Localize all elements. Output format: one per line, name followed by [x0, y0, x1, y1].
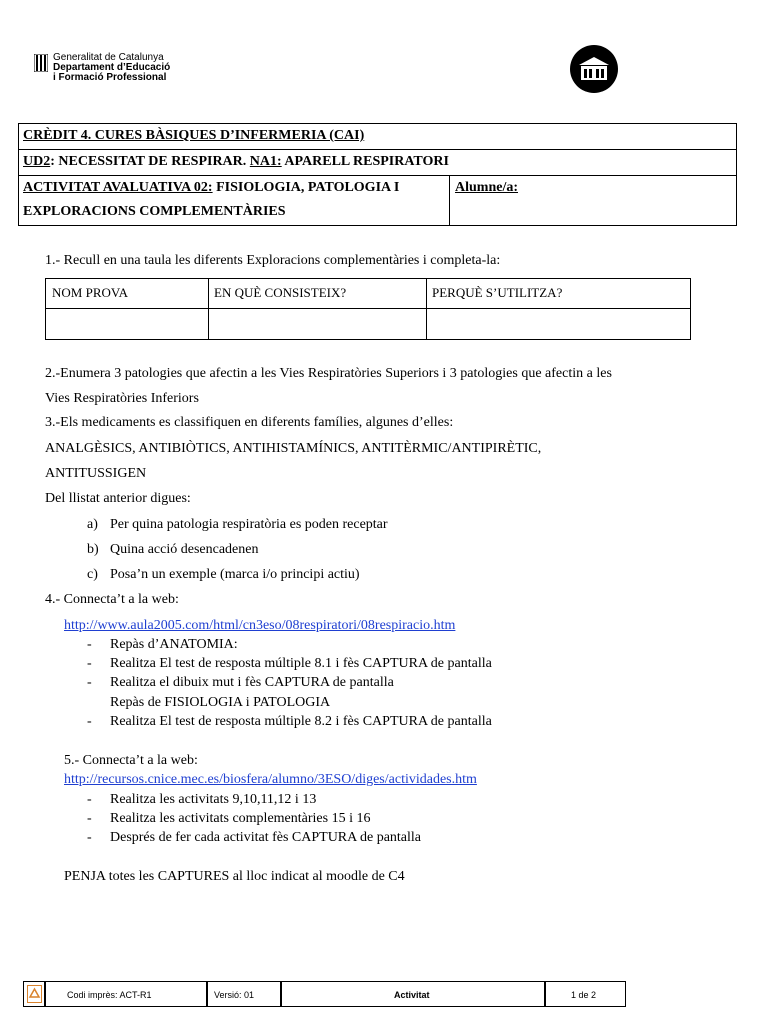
list-item-b: Quina acció desencadenen [110, 542, 259, 557]
aula2005-link[interactable]: http://www.aula2005.com/html/cn3eso/08respiratori/08respiracio.htm [64, 618, 456, 633]
generalitat-logo-icon [34, 54, 48, 72]
list-marker-a: a) [87, 517, 98, 532]
gen-line-1: Generalitat de Catalunya [53, 52, 164, 63]
page-footer [23, 981, 626, 1007]
footer-logo-cell [23, 981, 45, 1007]
column-en-que-consisteix: EN QUÈ CONSISTEIX? [214, 285, 347, 300]
answer-cell-2[interactable] [212, 311, 422, 337]
footer-type: Activitat [394, 990, 430, 1000]
q5-item-2: Realitza les activitats complementàries 15 i 16 [110, 811, 371, 826]
bullet: - [87, 830, 92, 845]
q4-item-1: Repàs d’ANATOMIA: [110, 637, 238, 652]
list-item-c: Posa’n un exemple (marca i/o principi actiu) [110, 567, 360, 582]
question-3-prompt: Del llistat anterior digues: [45, 491, 191, 506]
activity-title-line2: EXPLORACIONS COMPLEMENTÀRIES [23, 204, 286, 219]
generalitat-heading [53, 53, 170, 83]
bullet: - [87, 637, 92, 652]
question-3-families-cont: ANTITUSSIGEN [45, 466, 147, 481]
list-marker-b: b) [87, 542, 99, 557]
q4-item-2: Realitza El test de resposta múltiple 8.1 i fès CAPTURA de pantalla [110, 656, 492, 671]
q5-item-1: Realitza les activitats 9,10,11,12 i 13 [110, 792, 317, 807]
footer-logo-icon [27, 985, 42, 1003]
footer-page: 1 de 2 [571, 990, 597, 1000]
footer-type-cell [281, 981, 545, 1007]
question-3-families: ANALGÈSICS, ANTIBIÒTICS, ANTIHISTAMÍNICS, ANTITÈRMIC/ANTIPIRÈTIC, [45, 441, 542, 456]
footer-page-cell [545, 981, 626, 1007]
bullet: - [87, 675, 92, 690]
question-2-line-1: 2.-Enumera 3 patologies que afectin a les Vies Respiratòries Superiors i 3 patologies que afectin a les [45, 366, 612, 381]
answer-cell-3[interactable] [430, 311, 688, 337]
gen-line-2: Departament d’Educació [53, 62, 171, 73]
q4-item-3: Realitza el dibuix mut i fès CAPTURA de pantalla [110, 675, 394, 690]
activity-title: ACTIVITAT AVALUATIVA 02: FISIOLOGIA, PATOLOGIA I [23, 180, 400, 195]
column-nom-prova: NOM PROVA [52, 285, 128, 300]
gen-line-3: i Formació Professional [53, 72, 167, 83]
question-1: 1.- Recull en una taula les diferents Exploracions complementàries i completa-la: [45, 253, 501, 268]
q4-subheading: Repàs de FISIOLOGIA i PATOLOGIA [110, 695, 331, 710]
unit-line: UD2: NECESSITAT DE RESPIRAR. NA1: APARELL RESPIRATORI [23, 154, 449, 169]
list-item-a: Per quina patologia respiratòria es poden receptar [110, 517, 388, 532]
bullet: - [87, 656, 92, 671]
list-marker-c: c) [87, 567, 98, 582]
bullet: - [87, 792, 92, 807]
course-header-table [18, 123, 737, 226]
footer-code-cell [45, 981, 207, 1007]
question-4-title: 4.- Connecta’t a la web: [45, 592, 179, 607]
footer-code: Codi imprès: ACT-R1 [67, 990, 152, 1000]
q5-item-3: Després de fer cada activitat fès CAPTURA de pantalla [110, 830, 422, 845]
school-logo-icon [567, 44, 621, 94]
footer-version: Versió: 01 [214, 990, 255, 1000]
question-3-line-1: 3.-Els medicaments es classifiquen en diferents famílies, algunes d’elles: [45, 415, 454, 430]
explorations-table [45, 278, 691, 340]
bullet: - [87, 811, 92, 826]
q4-item-4: Realitza El test de resposta múltiple 8.2 i fès CAPTURA de pantalla [110, 714, 492, 729]
closing-instruction: PENJA totes les CAPTURES al lloc indicat al moodle de C4 [64, 869, 405, 884]
column-perque-sutilitza: PERQUÈ S’UTILITZA? [432, 285, 563, 300]
course-title: CRÈDIT 4. CURES BÀSIQUES D’INFERMERIA (CAI) [23, 128, 365, 143]
footer-version-cell [207, 981, 281, 1007]
question-2-line-2: Vies Respiratòries Inferiors [45, 391, 199, 406]
bullet: - [87, 714, 92, 729]
cnice-link[interactable]: http://recursos.cnice.mec.es/biosfera/alumno/3ESO/diges/actividades.htm [64, 772, 477, 787]
question-5-title: 5.- Connecta’t a la web: [64, 753, 198, 768]
answer-cell-1[interactable] [48, 311, 204, 337]
student-label: Alumne/a: [455, 180, 518, 195]
